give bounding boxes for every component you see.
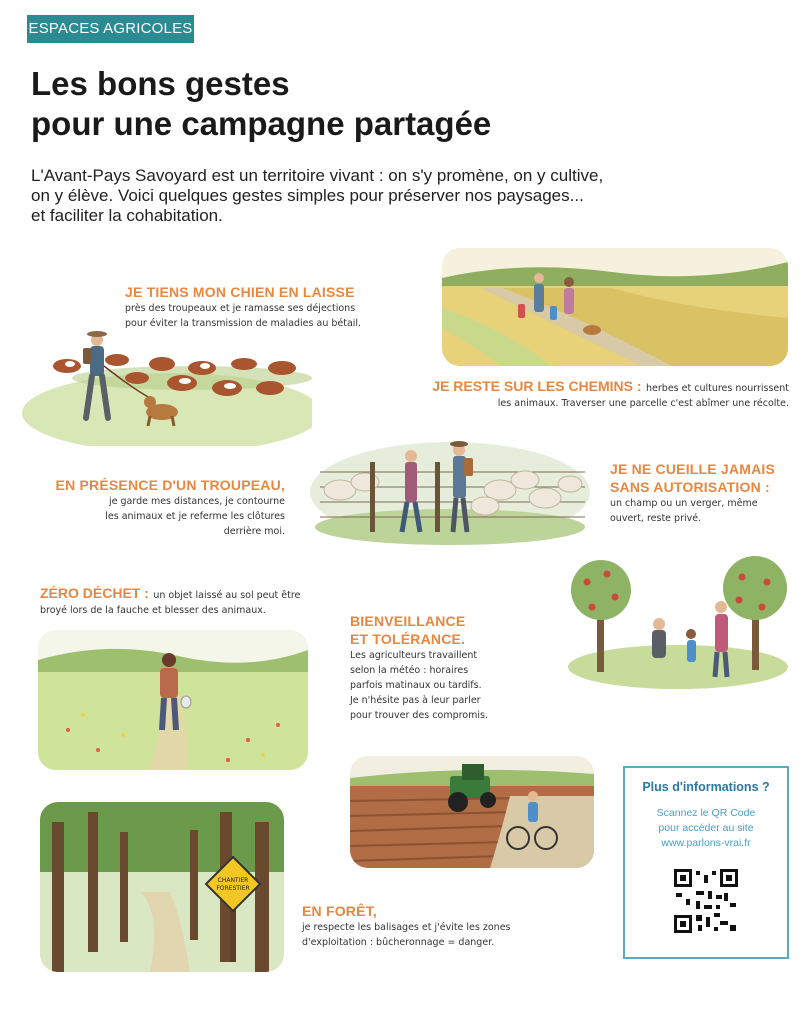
info-box [623,766,789,959]
svg-text:CHANTIER: CHANTIER [217,877,249,884]
illustration-tractor-cyclist [350,756,594,868]
no-picking-heading-2: SANS AUTORISATION : [610,479,770,495]
intro-line-1: L'Avant-Pays Savoyard est un territoire vivant : on s'y promène, on y cultive, [31,166,604,185]
tolerance-line-3: parfois matinaux ou tardifs. [350,680,482,691]
dog-leash-line-2: pour éviter la transmission de maladies au bétail. [125,318,362,329]
illustration-orchard [567,552,789,692]
no-picking-line-2: ouvert, reste privé. [610,513,702,524]
no-picking-line-1: un champ ou un verger, même [610,498,758,509]
tolerance-line-1: Les agriculteurs travaillent [350,650,478,661]
no-picking-block [610,460,790,526]
illustration-dog-and-cows [22,318,312,446]
tolerance-line-2: selon la météo : horaires [350,665,469,676]
illustration-hiker-meadow [38,630,308,770]
illustration-sheep-gate [310,432,590,546]
zero-waste-line-1: un objet laissé au sol peut être [153,590,301,601]
intro-line-2: on y élève. Voici quelques gestes simples pour préserver nos paysages... [31,186,584,205]
intro-line-3: et faciliter la cohabitation. [31,206,223,225]
herd-line-1: je garde mes distances, je contourne [108,496,285,507]
title-line-1: Les bons gestes [31,65,290,102]
forest-block [302,902,602,950]
stay-on-path-block [410,377,789,411]
forest-line-2: d'exploitation : bûcheronnage = danger. [302,937,495,948]
zero-waste-block [40,584,330,618]
illustration-forest [40,802,284,972]
zero-waste-heading: ZÉRO DÉCHET : [40,585,149,601]
tolerance-heading-1: BIENVEILLANCE [350,613,466,629]
dog-leash-text [125,301,361,331]
forest-line-1: je respecte les balisages et j'évite les zones [302,922,511,933]
tolerance-line-4: Je n'hésite pas à leur parler [350,695,481,706]
stay-on-path-heading: JE RESTE SUR LES CHEMINS : [432,378,642,394]
herd-line-3: derrière moi. [223,526,285,537]
herd-line-2: les animaux et je referme les clôtures [105,511,285,522]
qr-code-icon[interactable] [674,869,738,933]
stay-on-path-line-1: herbes et cultures nourrissent [646,383,789,394]
illustration-family-path [442,248,788,366]
title-line-2: pour une campagne partagée [31,105,492,142]
tolerance-heading-2: ET TOLÉRANCE. [350,631,466,647]
dog-leash-heading: JE TIENS MON CHIEN EN LAISSE [125,284,355,300]
info-line-1: Scannez le QR Code [656,807,756,819]
info-line-3[interactable]: www.parlons-vrai.fr [661,837,751,849]
section-tag: ESPACES AGRICOLES [27,15,194,43]
svg-text:FORESTIER: FORESTIER [216,885,250,892]
tolerance-block [350,612,580,723]
stay-on-path-line-2: les animaux. Traverser une parcelle c'est abîmer une récolte. [497,398,789,409]
zero-waste-line-2: broyé lors de la fauche et blesser des animaux. [40,605,266,616]
info-line-2: pour accéder au site [658,822,754,834]
intro-paragraph [31,166,711,226]
forest-heading: EN FORÊT, [302,903,377,919]
herd-block [40,476,285,539]
page-title [31,64,491,144]
no-picking-heading-1: JE NE CUEILLE JAMAIS [610,461,776,477]
tolerance-line-5: pour trouver des compromis. [350,710,488,721]
herd-heading: EN PRÉSENCE D'UN TROUPEAU, [55,477,285,493]
dog-leash-line-1: près des troupeaux et je ramasse ses déjections [125,303,356,314]
info-heading: Plus d'informations ? [642,780,770,794]
